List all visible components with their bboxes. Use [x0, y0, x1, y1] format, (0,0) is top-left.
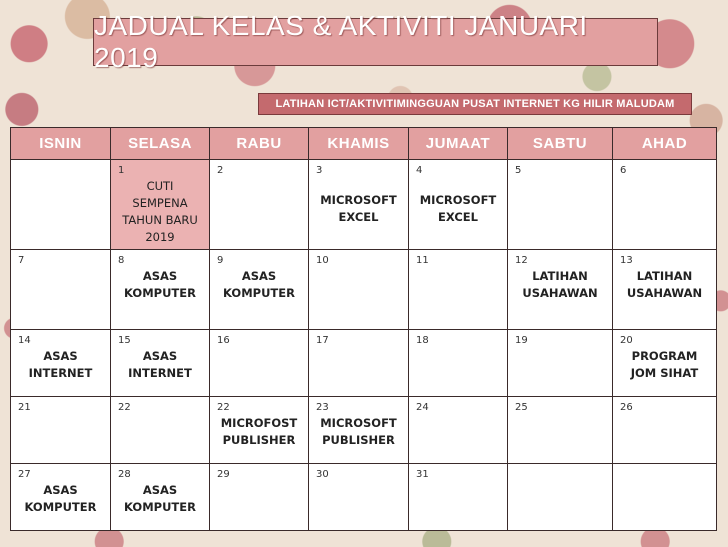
page-title: JADUAL KELAS & AKTIVITI JANUARI 2019 — [94, 10, 588, 73]
calendar-week-row — [11, 397, 717, 464]
calendar-day-cell — [210, 250, 309, 330]
calendar-week-row — [11, 160, 717, 250]
day-number: 6 — [620, 165, 627, 176]
calendar-day-cell — [613, 330, 717, 397]
day-event: ASAS KOMPUTER — [24, 483, 97, 514]
calendar-day-cell — [409, 464, 508, 531]
calendar-day-cell — [309, 330, 409, 397]
day-number: 27 — [18, 469, 31, 480]
day-header-rabu: RABU — [210, 128, 309, 160]
day-event: ASAS KOMPUTER — [124, 483, 196, 514]
day-number: 13 — [620, 255, 633, 266]
day-number: 8 — [118, 255, 125, 266]
calendar-day-cell — [613, 464, 717, 531]
day-number: 9 — [217, 255, 224, 266]
day-number: 26 — [620, 402, 633, 413]
calendar-day-cell — [508, 397, 613, 464]
day-number: 29 — [217, 469, 230, 480]
day-event: ASAS KOMPUTER — [124, 269, 196, 300]
day-number: 16 — [217, 335, 230, 346]
calendar-day-cell — [508, 464, 613, 531]
day-number: 22 — [217, 402, 230, 413]
calendar-day-cell — [409, 250, 508, 330]
day-number: 31 — [416, 469, 429, 480]
day-number: 1 — [118, 165, 125, 176]
day-number: 14 — [18, 335, 31, 346]
calendar-day-cell — [508, 250, 613, 330]
day-number: 15 — [118, 335, 131, 346]
calendar-day-cell — [111, 464, 210, 531]
day-number: 23 — [316, 402, 329, 413]
day-event: LATIHAN USAHAWAN — [626, 269, 703, 300]
calendar-day-cell — [309, 250, 409, 330]
day-event: MICROSOFT EXCEL — [320, 193, 397, 224]
day-number: 10 — [316, 255, 329, 266]
day-header-khamis: KHAMIS — [309, 128, 409, 160]
day-event: ASAS INTERNET — [28, 349, 93, 380]
calendar-day-cell — [210, 330, 309, 397]
calendar-day-cell — [11, 464, 111, 531]
day-header-jumaat: JUMAAT — [409, 128, 508, 160]
day-header-selasa: SELASA — [111, 128, 210, 160]
calendar-day-cell — [111, 250, 210, 330]
day-number: 30 — [316, 469, 329, 480]
calendar-week-row — [11, 330, 717, 397]
calendar-day-cell — [508, 160, 613, 250]
page-subtitle: LATIHAN ICT/AKTIVITIMINGGUAN PUSAT INTERNET KG HILIR MALUDAM — [275, 98, 675, 110]
day-header-isnin: ISNIN — [11, 128, 111, 160]
calendar-day-cell — [111, 397, 210, 464]
subtitle-banner — [258, 93, 692, 115]
day-header-ahad: AHAD — [613, 128, 717, 160]
title-banner — [93, 10, 658, 73]
calendar-day-cell — [11, 160, 111, 250]
calendar-day-cell — [309, 160, 409, 250]
calendar-day-cell — [309, 397, 409, 464]
calendar-day-cell — [409, 160, 508, 250]
calendar-day-cell — [210, 160, 309, 250]
day-event: PROGRAM JOM SIHAT — [630, 349, 699, 380]
calendar-day-cell — [111, 160, 210, 250]
day-event: MICROSOFT EXCEL — [419, 193, 497, 224]
day-number: 18 — [416, 335, 429, 346]
day-number: 7 — [18, 255, 25, 266]
day-number: 21 — [18, 402, 31, 413]
calendar-day-cell — [613, 160, 717, 250]
day-number: 5 — [515, 165, 522, 176]
calendar-day-cell — [210, 464, 309, 531]
day-event: ASAS INTERNET — [128, 349, 192, 380]
day-number: 17 — [316, 335, 329, 346]
day-header-sabtu: SABTU — [508, 128, 613, 160]
day-number: 24 — [416, 402, 429, 413]
calendar-day-cell — [11, 250, 111, 330]
day-number: 12 — [515, 255, 528, 266]
day-event: LATIHAN USAHAWAN — [522, 269, 598, 300]
day-event: MICROFOST PUBLISHER — [220, 416, 298, 447]
calendar-table — [10, 127, 717, 531]
day-number: 19 — [515, 335, 528, 346]
calendar-day-cell — [613, 397, 717, 464]
day-number: 4 — [416, 165, 423, 176]
calendar-day-cell — [409, 330, 508, 397]
calendar-day-cell — [210, 397, 309, 464]
calendar-week-row — [11, 464, 717, 531]
day-number: 2 — [217, 165, 224, 176]
day-event: CUTI SEMPENA TAHUN BARU 2019 — [122, 179, 198, 244]
calendar-day-cell — [309, 464, 409, 531]
calendar-header-row — [11, 128, 717, 160]
day-event: ASAS KOMPUTER — [223, 269, 295, 300]
calendar-day-cell — [409, 397, 508, 464]
calendar-day-cell — [11, 397, 111, 464]
calendar-week-row — [11, 250, 717, 330]
day-number: 28 — [118, 469, 131, 480]
day-number: 20 — [620, 335, 633, 346]
calendar-day-cell — [111, 330, 210, 397]
day-number: 25 — [515, 402, 528, 413]
calendar-day-cell — [508, 330, 613, 397]
calendar-day-cell — [613, 250, 717, 330]
day-event: MICROSOFT PUBLISHER — [320, 416, 397, 447]
day-number: 11 — [416, 255, 429, 266]
calendar-day-cell — [11, 330, 111, 397]
day-number: 3 — [316, 165, 323, 176]
day-number: 22 — [118, 402, 131, 413]
